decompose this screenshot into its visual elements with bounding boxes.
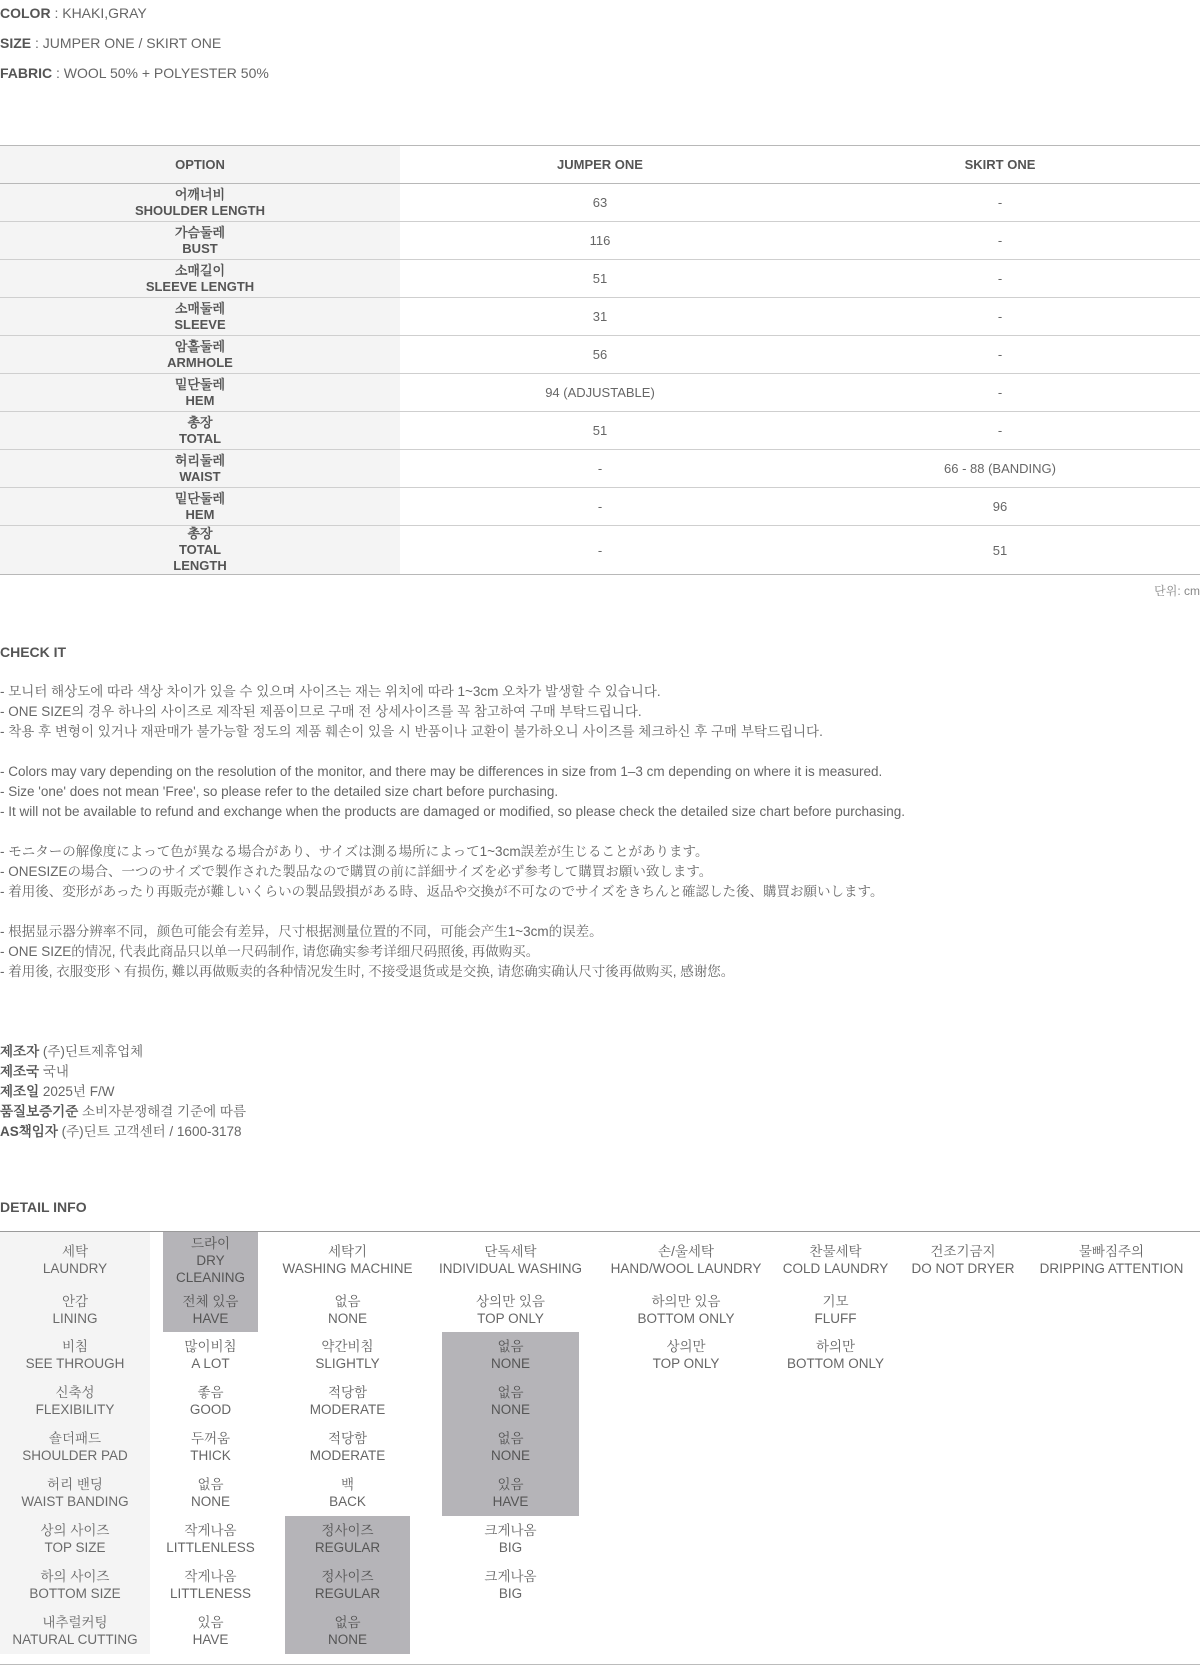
detail-option [903,1232,1023,1288]
detail-row [0,1232,1200,1288]
jumper-value: - [400,450,800,488]
option-en: HAND/WOOL LAUNDRY [610,1261,762,1276]
measure-en: ARMHOLE [167,354,233,370]
note-line: - 착용 후 변형이 있거나 재판매가 불가능할 정도의 제품 훼손이 있을 시 반품이나 교환이 불가하오니 사이즈를 체크하신 후 구매 부탁드립니다. [0,724,823,739]
measure-en: HEM [185,392,215,408]
category-label: 숄더패드 [48,1431,102,1446]
option-ko: 없음 [497,1339,524,1354]
option-ko: 크게나옴 [484,1523,537,1538]
detail-option [442,1562,579,1608]
category-label: NATURAL CUTTING [12,1632,138,1647]
category-label: 세탁 [61,1244,89,1259]
check-it-title: CHECK IT [0,644,67,660]
option-ko: 없음 [334,1294,361,1309]
detail-option [163,1608,258,1654]
jumper-value: 56 [400,336,800,374]
country-value: 국내 [39,1064,69,1079]
jumper-value: 51 [400,260,800,298]
detail-row [0,1288,1200,1332]
category-label: 내추럴커팅 [42,1615,108,1630]
detail-category [0,1424,150,1470]
note-line: - モニターの解像度によって色が異なる場合があり、サイズは測る場所によって1~3cm誤差が生じることがあります。 [0,844,709,859]
option-ko: 찬물세탁 [809,1244,862,1259]
detail-option-selected [163,1288,258,1332]
detail-option [586,1232,786,1288]
jumper-value: 116 [400,222,800,260]
detail-row [0,1424,1200,1470]
measure-en2: LENGTH [173,558,227,573]
option-en: BIG [498,1586,523,1601]
as-label: AS책임자 [0,1124,58,1139]
skirt-value: - [800,260,1200,298]
detail-category [0,1608,150,1654]
detail-option [586,1332,786,1378]
option-ko: 정사이즈 [321,1523,374,1538]
option-en: HAVE [192,1311,229,1326]
option-en: SLIGHTLY [315,1356,380,1371]
detail-row [0,1470,1200,1516]
jumper-value: - [400,488,800,526]
option-ko: 상의만 있음 [476,1294,545,1309]
option-en: NONE [490,1448,530,1463]
detail-option [285,1332,410,1378]
measure-label [0,184,400,222]
detail-option-selected [285,1516,410,1562]
option-en: THICK [190,1448,231,1463]
detail-option [285,1470,410,1516]
detail-row [0,1332,1200,1378]
option-ko: 있음 [197,1615,224,1630]
option-en: DRIPPING ATTENTION [1039,1261,1184,1276]
option-ko: 크게나옴 [484,1569,537,1584]
option-ko: 좋음 [197,1385,224,1400]
option-ko: 손/울세탁 [658,1244,714,1259]
note-line: - 根据显示器分辨率不同，颜色可能会有差异，尺寸根据测量位置的不同，可能会产生1~3cm的误差。 [0,924,603,939]
option-ko: 없음 [197,1477,224,1492]
jumper-value: 31 [400,298,800,336]
note-line: - 着用後、変形があったり再販売が難しいくらいの製品毀損がある時、返品や交換が不可なのでサイズをきちんと確認した後、購買お願いします。 [0,884,884,899]
table-row [0,526,1200,575]
category-label: 안감 [61,1294,89,1309]
option-ko: 세탁기 [327,1244,368,1259]
option-en: DRY [196,1252,225,1268]
measure-ko: 총장 [187,526,213,541]
option-ko: 있음 [497,1477,524,1492]
measure-en: SLEEVE [174,316,226,332]
option-en: REGULAR [314,1586,381,1601]
skirt-value: 51 [800,526,1200,575]
category-label: 신축성 [55,1385,95,1400]
option-en: BIG [498,1540,523,1555]
skirt-value: - [800,336,1200,374]
detail-option-selected [442,1378,579,1424]
detail-option [442,1288,579,1332]
option-en: BACK [329,1494,366,1509]
option-header: OPTION [0,146,400,184]
option-en: REGULAR [314,1540,381,1555]
option-ko: 작게나옴 [184,1523,237,1538]
maker-label: 제조자 [0,1044,40,1059]
country-label: 제조국 [0,1064,40,1079]
option-en2: CLEANING [175,1269,246,1285]
manufacturer-info [0,1042,246,1142]
table-row [0,184,1200,222]
option-ko: 적당함 [327,1385,368,1400]
measure-ko: 허리둘레 [174,452,226,468]
date-value: 2025년 F/W [39,1084,115,1099]
detail-row [0,1516,1200,1562]
measure-ko: 가슴둘레 [174,224,226,240]
table-row [0,222,1200,260]
measure-ko: 밑단둘레 [174,490,226,506]
detail-option [163,1378,258,1424]
measure-ko: 소매길이 [174,262,226,278]
skirt-value: - [800,222,1200,260]
table-row [0,374,1200,412]
detail-category [0,1470,150,1516]
measure-en: TOTAL [178,430,222,446]
size-table-header [0,146,1200,184]
option-en: HAVE [192,1632,229,1647]
maker-value: (주)딘트제휴업체 [39,1044,144,1059]
option-en: COLD LAUNDRY [782,1261,889,1276]
option-ko: 상의만 [666,1339,706,1354]
detail-option [586,1288,786,1332]
category-label: LAUNDRY [42,1261,108,1276]
note-line: - ONE SIZE的情况, 代表此商品只以单一尺码制作, 请您确实参考详细尺码照後, 再做购买。 [0,944,540,959]
option-en: WASHING MACHINE [282,1261,413,1276]
date-line [0,1082,246,1102]
detail-option [163,1424,258,1470]
detail-option [285,1424,410,1470]
as-line [0,1122,246,1142]
measure-label [0,298,400,336]
option-ko: 정사이즈 [321,1569,374,1584]
size-value: : JUMPER ONE / SKIRT ONE [31,35,222,51]
note-line: - It will not be available to refund and exchange when the products are damaged or modified, so please check the detailed size chart before purchasing. [0,804,906,819]
maker-line [0,1042,246,1062]
measure-ko: 밑단둘레 [174,376,226,392]
option-en: TOP ONLY [477,1311,544,1326]
option-en: GOOD [189,1402,232,1417]
option-en: MODERATE [309,1402,386,1417]
unit-note: 단위: cm [1154,584,1200,598]
detail-category [0,1516,150,1562]
option-en: NONE [190,1494,230,1509]
option-en: FLUFF [814,1311,857,1326]
skirt-header: SKIRT ONE [800,146,1200,184]
measure-label [0,374,400,412]
option-ko: 많이비침 [184,1339,237,1354]
table-row [0,336,1200,374]
detail-option [1023,1232,1200,1288]
option-en: LITTLENLESS [166,1540,255,1555]
color-value: : KHAKI,GRAY [50,5,147,21]
detail-option-selected [285,1562,410,1608]
detail-option [163,1470,258,1516]
category-label: FLEXIBILITY [35,1402,115,1417]
detail-info-title: DETAIL INFO [0,1199,87,1215]
jumper-value: - [400,526,800,575]
detail-option [768,1232,903,1288]
option-en: HAVE [492,1494,529,1509]
color-label: COLOR [0,5,51,21]
detail-option [442,1516,579,1562]
option-ko: 작게나옴 [184,1569,237,1584]
category-label: 허리 밴딩 [47,1477,103,1492]
note-line: - 모니터 해상도에 따라 색상 차이가 있을 수 있으며 사이즈는 재는 위치에 따라 1~3cm 오차가 발생할 수 있습니다. [0,684,661,699]
option-ko: 건조기금지 [930,1244,996,1259]
detail-option [439,1232,583,1288]
size-spec [0,35,221,51]
detail-option [768,1288,903,1332]
detail-category [0,1562,150,1608]
skirt-value: 66 - 88 (BANDING) [800,450,1200,488]
date-label: 제조일 [0,1084,40,1099]
measure-label [0,488,400,526]
quality-value: 소비자분쟁해결 기준에 따름 [78,1104,246,1119]
category-label: 비침 [61,1339,89,1354]
option-ko: 하의만 있음 [651,1294,721,1309]
detail-category [0,1332,150,1378]
measure-en: WAIST [179,468,221,484]
size-label: SIZE [0,35,32,51]
measure-label [0,412,400,450]
detail-option [768,1332,903,1378]
detail-option-selected [442,1332,579,1378]
measure-en: TOTAL [178,542,222,557]
option-ko: 없음 [334,1615,361,1630]
jumper-value: 94 (ADJUSTABLE) [400,374,800,412]
notes-korean [0,682,823,742]
note-line: - Colors may vary depending on the resolution of the monitor, and there may be differences in size from 1–3 cm depending on where it is measured. [0,764,883,779]
table-row [0,412,1200,450]
option-en: INDIVIDUAL WASHING [439,1261,583,1276]
detail-option [163,1332,258,1378]
detail-option-selected [285,1608,410,1654]
measure-label [0,526,400,575]
fabric-value: : WOOL 50% + POLYESTER 50% [52,65,269,81]
detail-grid [0,1232,1200,1654]
detail-option [285,1288,410,1332]
category-label: BOTTOM SIZE [29,1586,121,1601]
country-line [0,1062,246,1082]
note-line: - ONE SIZE의 경우 하나의 사이즈로 제작된 제품이므로 구매 전 상세사이즈를 꼭 참고하여 구매 부탁드립니다. [0,704,642,719]
detail-option-selected [163,1232,258,1288]
option-ko: 전체 있음 [182,1294,239,1309]
option-en: A LOT [191,1356,230,1371]
measure-en: BUST [182,240,218,256]
color-spec [0,5,147,21]
option-ko: 없음 [497,1431,524,1446]
measure-en: SHOULDER LENGTH [135,202,265,218]
measure-label [0,222,400,260]
detail-option-selected [442,1424,579,1470]
skirt-value: - [800,184,1200,222]
note-line: - ONESIZEの場合、一つのサイズで製作された製品なので購買の前に詳細サイズを必ず参考して購買お願い致します。 [0,864,713,879]
option-ko: 하의만 [815,1339,856,1354]
note-line: - 着用後, 衣服变形丶有损伤, 難以再做贩卖的各种情况发生时, 不接受退货或是交换, 请您确实确认尺寸後再做购买, 感谢您。 [0,964,735,979]
option-ko: 물빠짐주의 [1078,1244,1145,1259]
measure-ko: 암홀둘레 [174,338,226,354]
table-row [0,260,1200,298]
option-en: DO NOT DRYER [911,1261,1015,1276]
detail-row [0,1562,1200,1608]
category-label: SHOULDER PAD [22,1448,128,1463]
detail-category [0,1288,150,1332]
detail-option-selected [442,1470,579,1516]
quality-label: 품질보증기준 [0,1104,79,1119]
jumper-value: 63 [400,184,800,222]
fabric-spec [0,65,269,81]
option-ko: 단독세탁 [484,1244,537,1259]
skirt-value: - [800,374,1200,412]
detail-category [0,1232,150,1288]
option-ko: 적당함 [327,1431,368,1446]
option-en: NONE [327,1311,367,1326]
option-ko: 드라이 [190,1235,231,1251]
option-en: NONE [490,1402,530,1417]
notes-english [0,762,905,822]
option-en: BOTTOM ONLY [637,1311,735,1326]
category-label: SEE THROUGH [25,1356,125,1371]
option-en: TOP ONLY [652,1356,720,1371]
measure-ko: 소매둘레 [174,300,226,316]
notes-chinese [0,922,734,982]
note-line: - Size 'one' does not mean 'Free', so please refer to the detailed size chart before purchasing. [0,784,559,799]
category-label: 하의 사이즈 [40,1569,110,1584]
category-label: LINING [52,1311,98,1326]
table-row [0,450,1200,488]
option-en: NONE [327,1632,367,1647]
notes-japanese [0,842,883,902]
fabric-label: FABRIC [0,65,53,81]
detail-row [0,1378,1200,1424]
skirt-value: - [800,412,1200,450]
measure-label [0,336,400,374]
skirt-value: - [800,298,1200,336]
table-row [0,488,1200,526]
as-value: (주)딘트 고객센터 / 1600-3178 [57,1124,242,1139]
category-label: 상의 사이즈 [40,1523,110,1538]
option-en: NONE [490,1356,530,1371]
option-ko: 약간비침 [321,1339,374,1354]
option-ko: 기모 [822,1294,849,1309]
jumper-value: 51 [400,412,800,450]
option-en: BOTTOM ONLY [786,1356,884,1371]
quality-line [0,1102,246,1122]
option-ko: 없음 [497,1385,524,1400]
category-label: TOP SIZE [44,1540,106,1555]
measure-en: SLEEVE LENGTH [145,278,255,294]
measure-label [0,260,400,298]
option-en: LITTLENESS [169,1586,252,1601]
detail-option [163,1516,258,1562]
skirt-value: 96 [800,488,1200,526]
measure-ko: 총장 [187,414,213,430]
detail-option [285,1378,410,1424]
detail-option [282,1232,413,1288]
option-ko: 백 [340,1477,355,1492]
detail-row [0,1608,1200,1654]
option-ko: 두꺼움 [190,1431,231,1446]
measure-en: HEM [185,506,215,522]
detail-option [163,1562,258,1608]
jumper-header: JUMPER ONE [400,146,800,184]
option-en: MODERATE [309,1448,386,1463]
measure-label [0,450,400,488]
table-row [0,298,1200,336]
measure-ko: 어깨너비 [174,186,226,202]
detail-category [0,1378,150,1424]
size-table [0,145,1200,575]
category-label: WAIST BANDING [21,1494,129,1509]
